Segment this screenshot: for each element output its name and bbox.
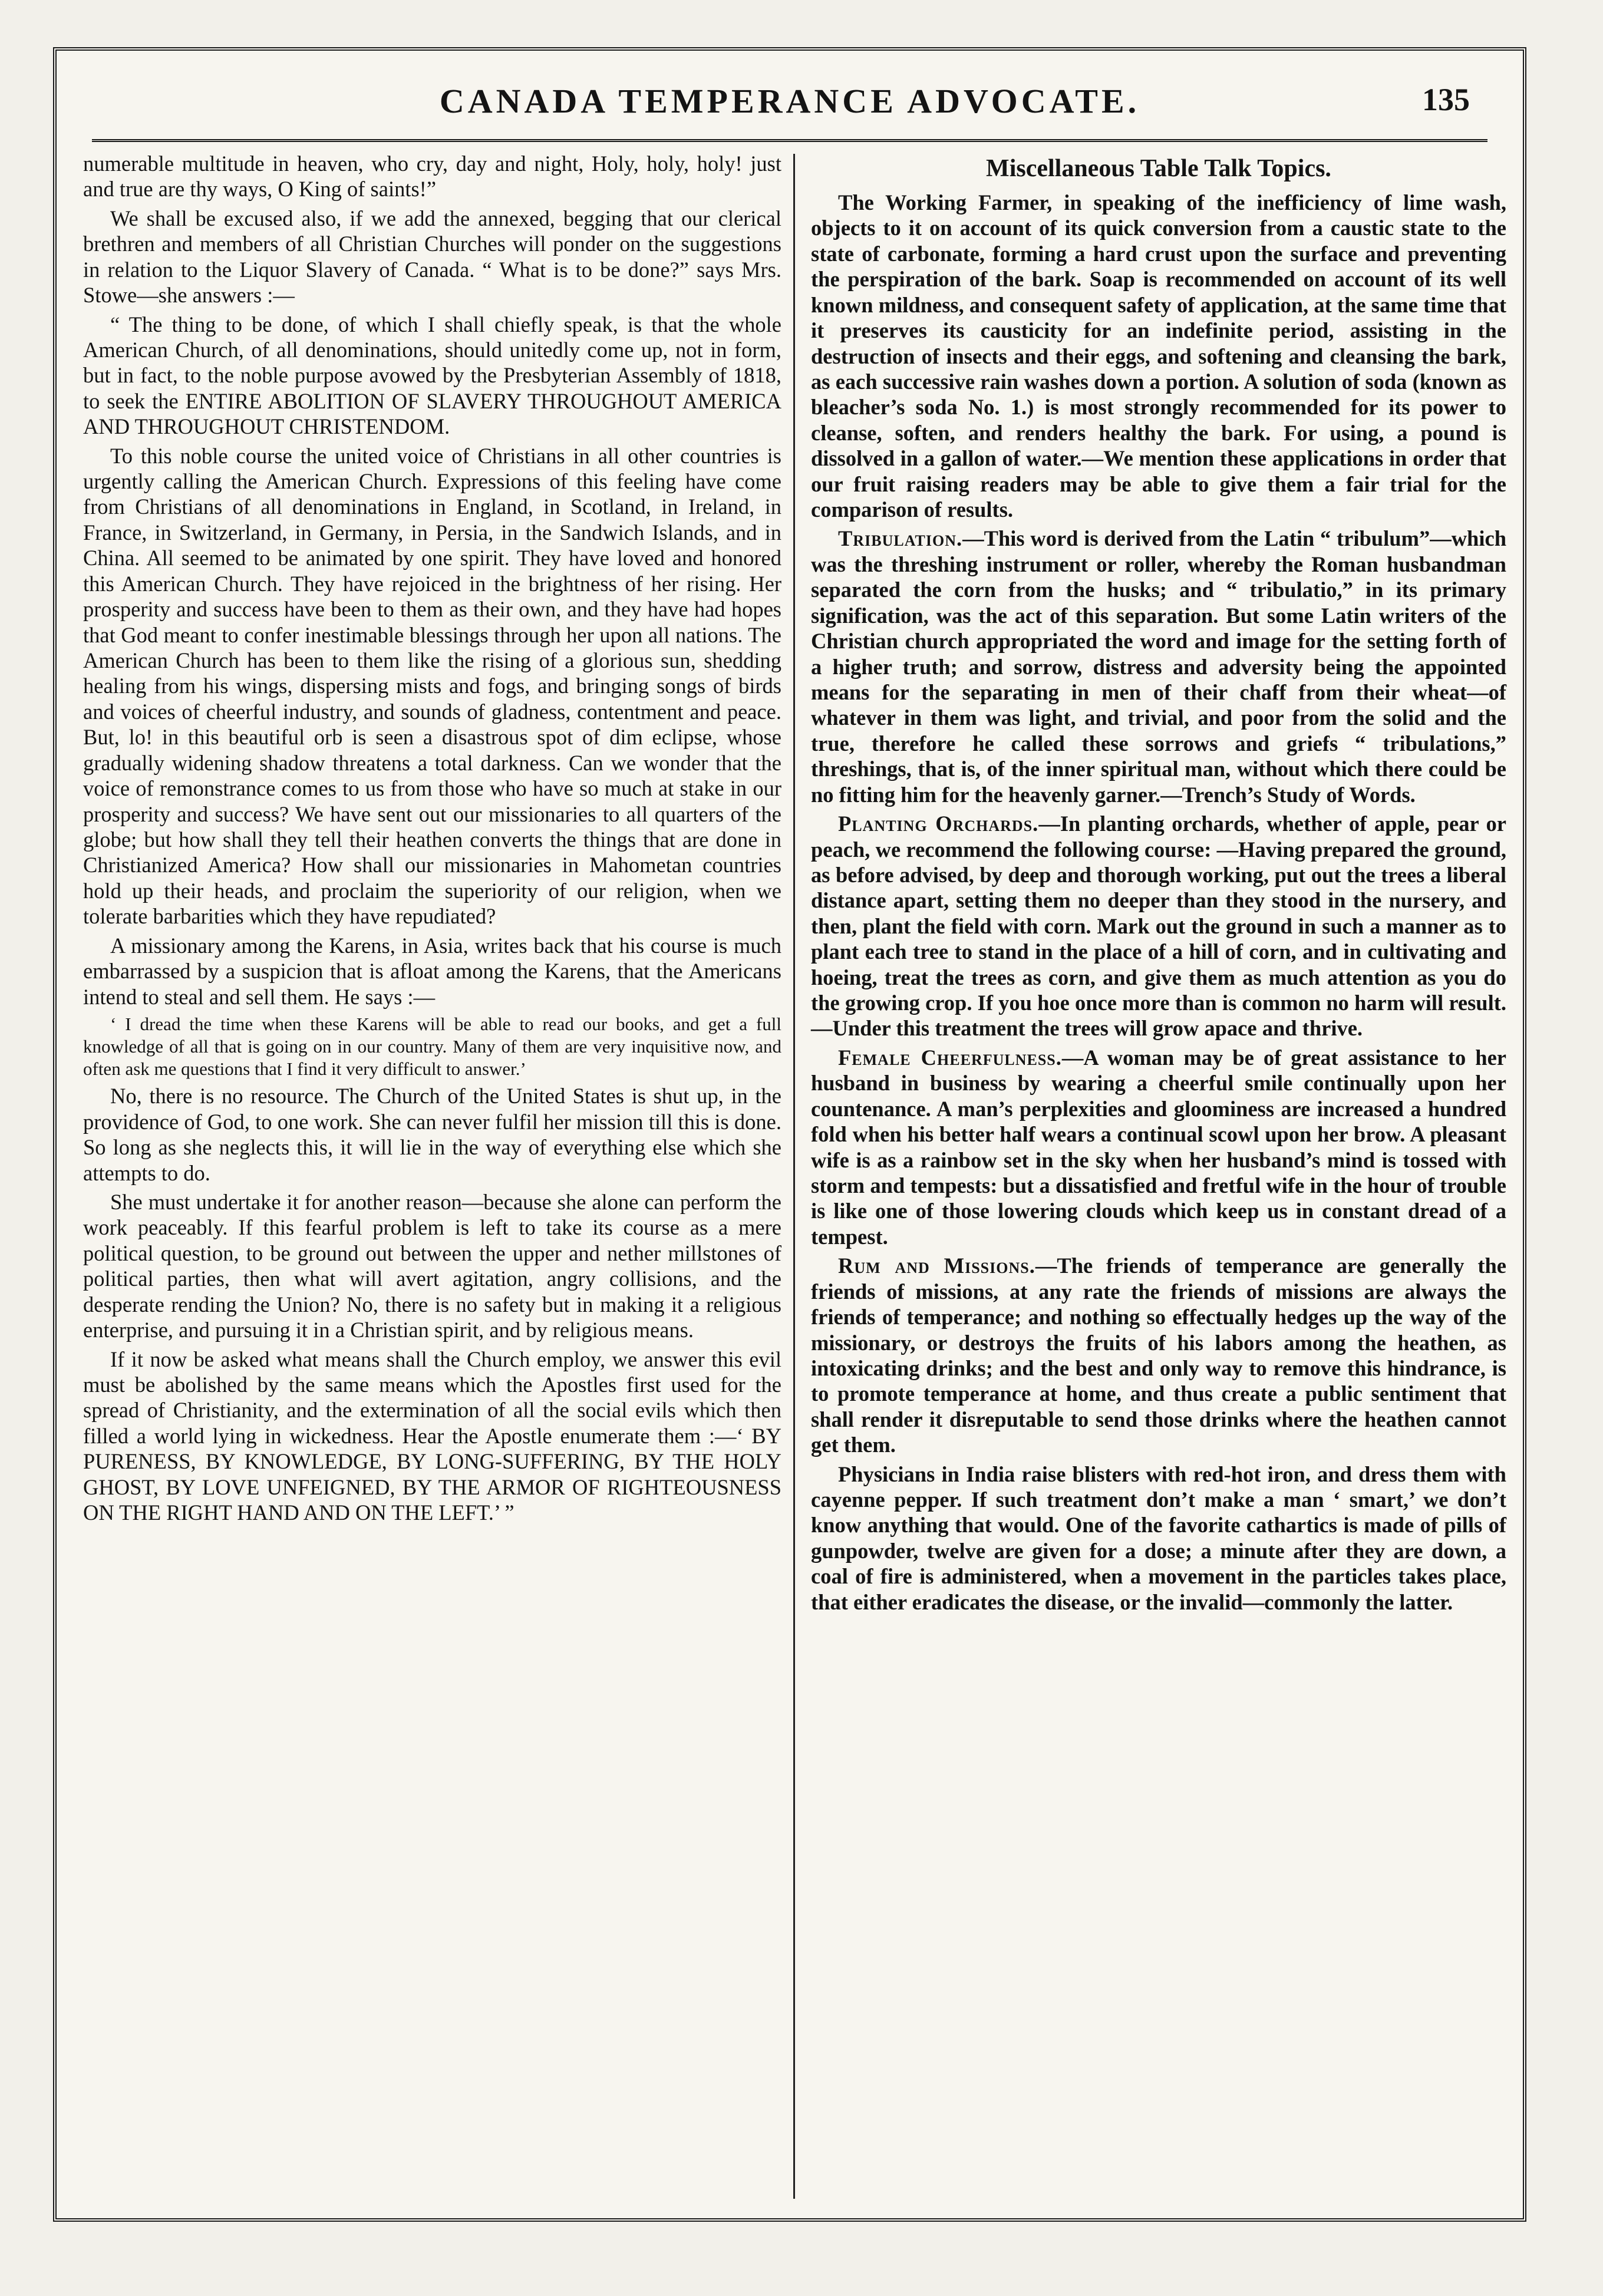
paragraph: Physicians in India raise blisters with red-hot iron, and dress them with cayenne pepper. If such treatment don’t make a man ‘ smart,’ we don’t know anything that would. One of the favorite cathartics is made of pills of gunpowder, twelve are given for a dose; a minute after they are down, a coal of fire is administered, when a movement in the particles takes place, that either eradicates the disease, or the invalid—commonly the latter. [811,1462,1506,1614]
paragraph [811,1253,1506,1457]
paragraph: She must undertake it for another reason—because she alone can perform the work peaceably. If this fearful problem is left to take its course as a mere political question, to be ground out between the upper and nether millstones of political parties, then what will avert agitation, angry collisions, and the desperate rending the Union? No, there is no safety but in making it a religious enterprise, and pursuing it in a Christian spirit, and by religious means. [83,1190,781,1342]
paragraph-lead: Planting Orchards. [838,811,1039,836]
paragraph: To this noble course the united voice of Christians in all other countries is urgently calling the American Church. Expressions of this feeling have come from Christians of all denominations in England, in Scotland, in Ireland, in France, in Switzerland, in Germany, in Persia, in the Sandwich Islands, and in China. All seemed to be animated by one spirit. They have loved and honored this American Church. They have rejoiced in the brightness of her rising. Her prosperity and success have been to them as their own, and they have had hopes that God meant to confer inestimable blessings through her upon all nations. The American Church has been to them like the rising of a glorious sun, shedding healing from his wings, dispersing mists and fogs, and bringing songs of birds and voices of cheerful industry, and sounds of gladness, contentment and peace. But, lo! in this beautiful orb is seen a disastrous spot of dim eclipse, whose gradually widening shadow threatens a total darkness. Can we wonder that the voice of remonstrance comes to us from those who have so much at stake in our prosperity and success? We have sent out our missionaries to all quarters of the globe; but how shall they tell their heathen converts the things that are done in Christianized America? How shall our missionaries in Mahometan countries hold up their heads, and proclaim the superiority of our religion, when we tolerate barbarities which they have repudiated? [83,443,781,929]
paragraph-lead: Tribulation. [838,526,963,551]
paragraph-body: —A woman may be of great assistance to her husband in business by wearing a cheerful smile continually upon her countenance. A man’s perplexities and gloominess are increased a hundred fold when his better half wears a continual scowl upon her brow. A pleasant wife is as a rainbow set in the sky when her husband’s mind is tossed with storm and tempests: but a dissatisfied and fretful wife in the hour of trouble is like one of those lowering clouds which keep us in constant dread of a tempest. [811,1045,1506,1249]
block-quote: ‘ I dread the time when these Karens will be able to read our books, and get a full knowledge of all that is going on in our country. Many of them are very inquisitive now, and often ask me questions that I find it very difficult to answer.’ [83,1013,781,1079]
paragraph-body: —This word is derived from the Latin “ tribulum”—which was the threshing instrument or roller, whereby the Roman husbandman separated the corn from the husks; and “ tribulatio,” in its primary signification, was the act of this separation. But some Latin writers of the Christian church appropriated the word and image for the setting forth of a higher truth; and sorrow, distress and adversity being the appointed means for the separating in men of their chaff from their wheat—of whatever in them was light, and trivial, and poor from the solid and the true, therefore he called these sorrows and griefs “ tribulations,” threshings, that is, of the inner spiritual man, without which there could be no fitting him for the heavenly garner.—Trench’s Study of Words. [811,526,1506,807]
paragraph: The Working Farmer, in speaking of the inefficiency of lime wash, objects to it on account of its quick conversion from a caustic state to the state of carbonate, forming a hard crust upon the surface and preventing the perspiration of the bark. Soap is recommended on account of its well known mildness, and consequent safety of application, at the same time that it preserves its causticity for an indefinite period, assisting in the destruction of insects and their eggs, and softening and cleansing the bark, as each successive rain washes down a portion. A solution of soda (known as bleacher’s soda No. 1.) is most strongly recommended for its power to cleanse, soften, and renders healthy the bark. For using, a pound is dissolved in a gallon of water.—We mention these applications in order that our fruit raising readers may be able to give them a fair trial for the comparison of results. [811,190,1506,522]
paragraph: numerable multitude in heaven, who cry, day and night, Holy, holy, holy! just and true are thy ways, O King of saints!” [83,151,781,202]
paragraph [811,526,1506,807]
left-column [83,151,781,1529]
newspaper-page [53,47,1526,2222]
right-column [811,151,1506,1618]
paragraph: A missionary among the Karens, in Asia, writes back that his course is much embarrassed by a suspicion that is afloat among the Karens, that the Americans intend to steal and sell them. He says :— [83,933,781,1009]
paragraph-lead: Female Cheerfulness. [838,1045,1062,1070]
paragraph-lead: Rum and Missions. [838,1253,1035,1278]
column-divider [793,154,795,2199]
paragraph: We shall be excused also, if we add the annexed, begging that our clerical brethren and members of all Christian Churches will ponder on the suggestions in relation to the Liquor Slavery of Canada. “ What is to be done?” says Mrs. Stowe—she answers :— [83,206,781,308]
paragraph-body: —The friends of temperance are generally the friends of missions, at any rate the friends of missions are always the friends of temperance; and nothing so effectually hedges up the way of the missionary, or destroys the fruits of his labors among the heathen, as intoxicating drinks; and the best and only way to remove this hindrance, is to promote temperance at home, and thus create a public sentiment that shall render it disreputable to send those drinks where the heathen cannot get them. [811,1253,1506,1457]
paragraph-body: —In planting orchards, whether of apple, pear or peach, we recommend the following course: —Having prepared the ground, as before advised, by deep and thorough working, put out the trees a liberal distance apart, setting them no deeper than they stood in the nursery, and then, plant the field with corn. Mark out the ground in such a manner as to plant each tree to stand in the place of a hill of corn, and in cultivating and hoeing, treat the trees as corn, and give them as much attention as you do the growing crop. If you hoe once more than is common no harm will result.—Under this treatment the trees will grow apace and thrive. [811,811,1507,1041]
paragraph [811,811,1506,1041]
page-number: 135 [1422,82,1470,117]
paragraph: No, there is no resource. The Church of the United States is shut up, in the providence of God, to one work. She can never fulfil her mission till this is done. So long as she neglects this, it will lie in the way of everything else which she attempts to do. [83,1084,781,1185]
paragraph: If it now be asked what means shall the Church employ, we answer this evil must be abolished by the same means which the Apostles first used for the spread of Christianity, and the extermination of all the social evils which then filled a world lying in wickedness. Hear the Apostle enumerate them :—‘ BY PURENESS, BY KNOWLEDGE, BY LONG-SUFFERING, BY THE HOLY GHOST, BY LOVE UNFEIGNED, BY THE ARMOR OF RIGHTEOUSNESS ON THE RIGHT HAND AND ON THE LEFT.’ ” [83,1347,781,1525]
paragraph: “ The thing to be done, of which I shall chiefly speak, is that the whole American Church, of all denominations, should unitedly come up, not in form, but in fact, to the noble purpose avowed by the Presbyterian Assembly of 1818, to seek the ENTIRE ABOLITION OF SLAVERY THROUGHOUT AMERICA AND THROUGHOUT CHRISTENDOM. [83,312,781,439]
paragraph [811,1045,1506,1249]
page-header [92,51,1487,142]
masthead-title: CANADA TEMPERANCE ADVOCATE. [439,82,1140,120]
section-heading: Miscellaneous Table Talk Topics. [986,155,1331,182]
